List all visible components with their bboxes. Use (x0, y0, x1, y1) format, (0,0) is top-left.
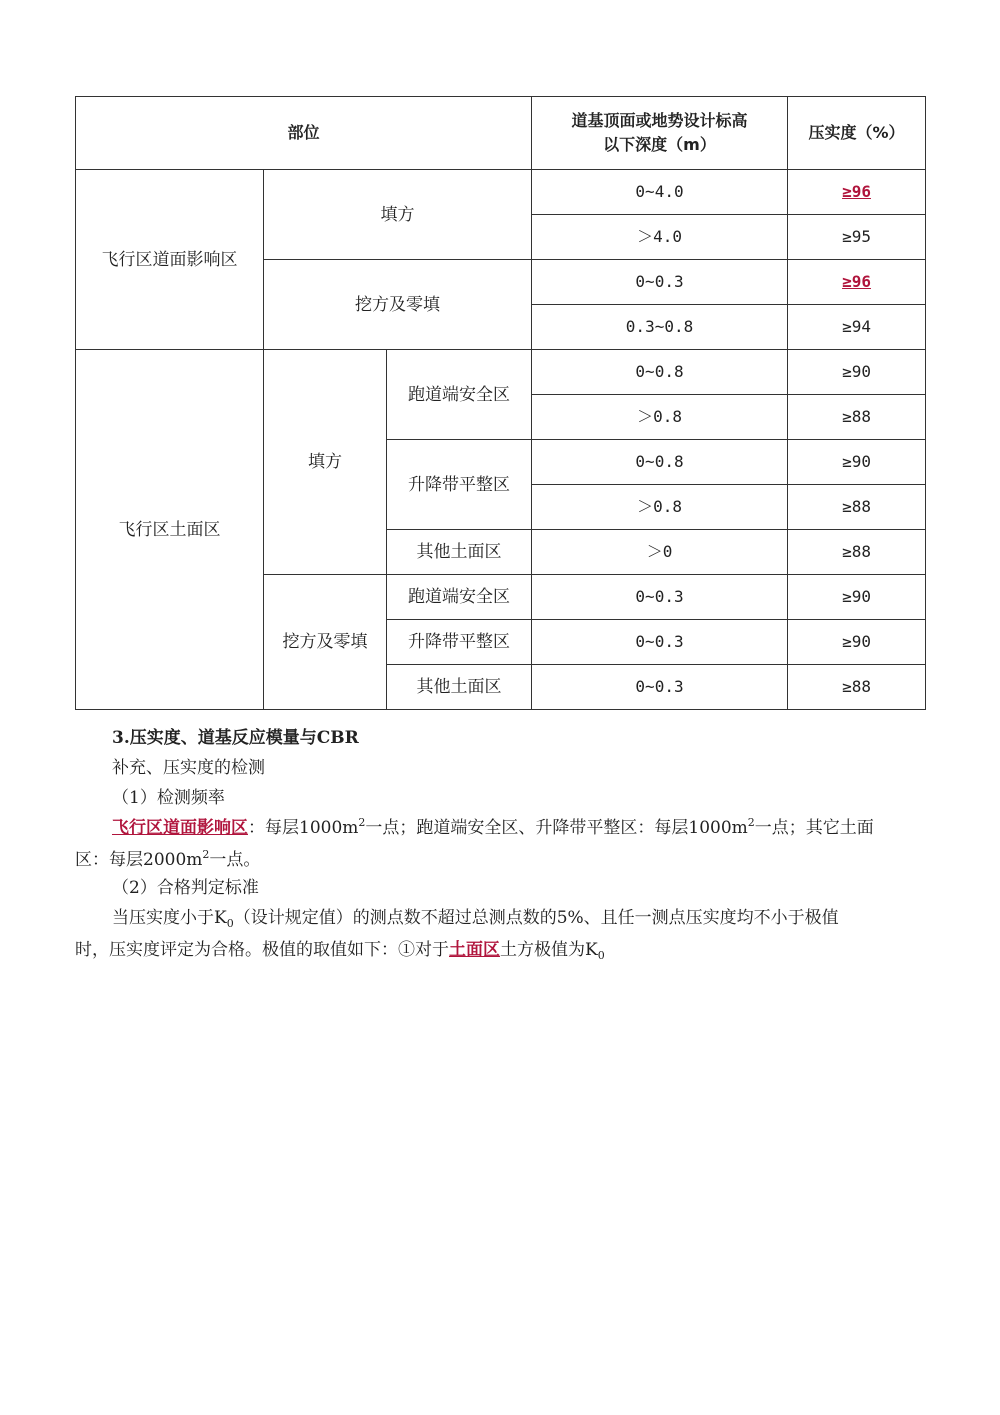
std-text-a: 当压实度小于K (112, 908, 227, 928)
depth-cell: 0~4.0 (532, 170, 788, 215)
superscript-2: 2 (202, 848, 210, 861)
freq-text-c: 一点；其它土面 (754, 818, 874, 838)
depth-cell: 0~0.3 (532, 575, 788, 620)
highlight-value: ≥96 (842, 272, 871, 291)
item-frequency-title: （1）检测频率 (112, 788, 225, 808)
depth-cell: 0~0.8 (532, 440, 788, 485)
superscript-2: 2 (747, 816, 755, 829)
compaction-cell: ≥94 (788, 305, 926, 350)
depth-cell: 0~0.3 (532, 620, 788, 665)
std-text-b: （设计规定值）的测点数不超过总测点数的5%、且任一测点压实度均不小于极值 (233, 908, 839, 928)
depth-cell: 0~0.3 (532, 665, 788, 710)
compaction-cell (788, 260, 926, 305)
section-heading: 3.压实度、道基反应模量与CBR (112, 728, 359, 748)
depth-cell: ＞0 (532, 530, 788, 575)
subzone-runway-end: 跑道端安全区 (387, 575, 532, 620)
std-text-c: 时，压实度评定为合格。极值的取值如下：①对于 (75, 940, 449, 960)
table-header-row (76, 97, 926, 170)
depth-cell: 0~0.8 (532, 350, 788, 395)
compaction-cell: ≥88 (788, 530, 926, 575)
subzone-strip: 升降带平整区 (387, 620, 532, 665)
superscript-2: 2 (358, 816, 366, 829)
subzone-other: 其他土面区 (387, 665, 532, 710)
zone1-cut: 挖方及零填 (264, 260, 532, 350)
compaction-cell: ≥90 (788, 440, 926, 485)
compaction-cell: ≥90 (788, 350, 926, 395)
subzone-strip: 升降带平整区 (387, 440, 532, 530)
compaction-cell: ≥88 (788, 485, 926, 530)
header-part: 部位 (76, 97, 532, 170)
header-compaction: 压实度（%） (788, 97, 926, 170)
compaction-cell: ≥88 (788, 665, 926, 710)
freq-text-d: 区：每层2000m (75, 850, 203, 870)
header-depth-line1: 道基顶面或地势设计标高 (571, 111, 748, 130)
supplement-title: 补充、压实度的检测 (112, 758, 265, 778)
subzone-other: 其他土面区 (387, 530, 532, 575)
header-depth-line2: 以下深度（m） (603, 135, 716, 154)
compaction-cell (788, 170, 926, 215)
freq-text-e: 一点。 (209, 850, 261, 870)
subscript-0: 0 (597, 949, 605, 962)
table-row (76, 350, 926, 395)
depth-cell: ＞0.8 (532, 395, 788, 440)
zone2-fill: 填方 (264, 350, 387, 575)
frequency-paragraph (75, 813, 925, 877)
item-standard-title: （2）合格判定标准 (112, 878, 259, 898)
table-row (76, 170, 926, 215)
freq-text-b: 一点；跑道端安全区、升降带平整区：每层1000m (365, 818, 748, 838)
zone-soil-area: 飞行区土面区 (76, 350, 264, 710)
depth-cell: ＞4.0 (532, 215, 788, 260)
zone1-fill: 填方 (264, 170, 532, 260)
compaction-table (75, 96, 926, 710)
std-text-d: 土方极值为K (500, 940, 598, 960)
depth-cell: 0.3~0.8 (532, 305, 788, 350)
standard-paragraph (75, 903, 925, 967)
compaction-cell: ≥95 (788, 215, 926, 260)
subzone-runway-end: 跑道端安全区 (387, 350, 532, 440)
highlight-value: ≥96 (842, 182, 871, 201)
freq-text-a: ：每层1000m (248, 818, 359, 838)
depth-cell: ＞0.8 (532, 485, 788, 530)
zone-pavement-influence: 飞行区道面影响区 (76, 170, 264, 350)
depth-cell: 0~0.3 (532, 260, 788, 305)
compaction-cell: ≥88 (788, 395, 926, 440)
highlight-pavement-zone: 飞行区道面影响区 (112, 818, 248, 838)
subscript-0: 0 (226, 917, 234, 930)
zone2-cut: 挖方及零填 (264, 575, 387, 710)
compaction-cell: ≥90 (788, 620, 926, 665)
highlight-soil-area: 土面区 (449, 940, 500, 960)
header-depth (532, 97, 788, 170)
compaction-cell: ≥90 (788, 575, 926, 620)
